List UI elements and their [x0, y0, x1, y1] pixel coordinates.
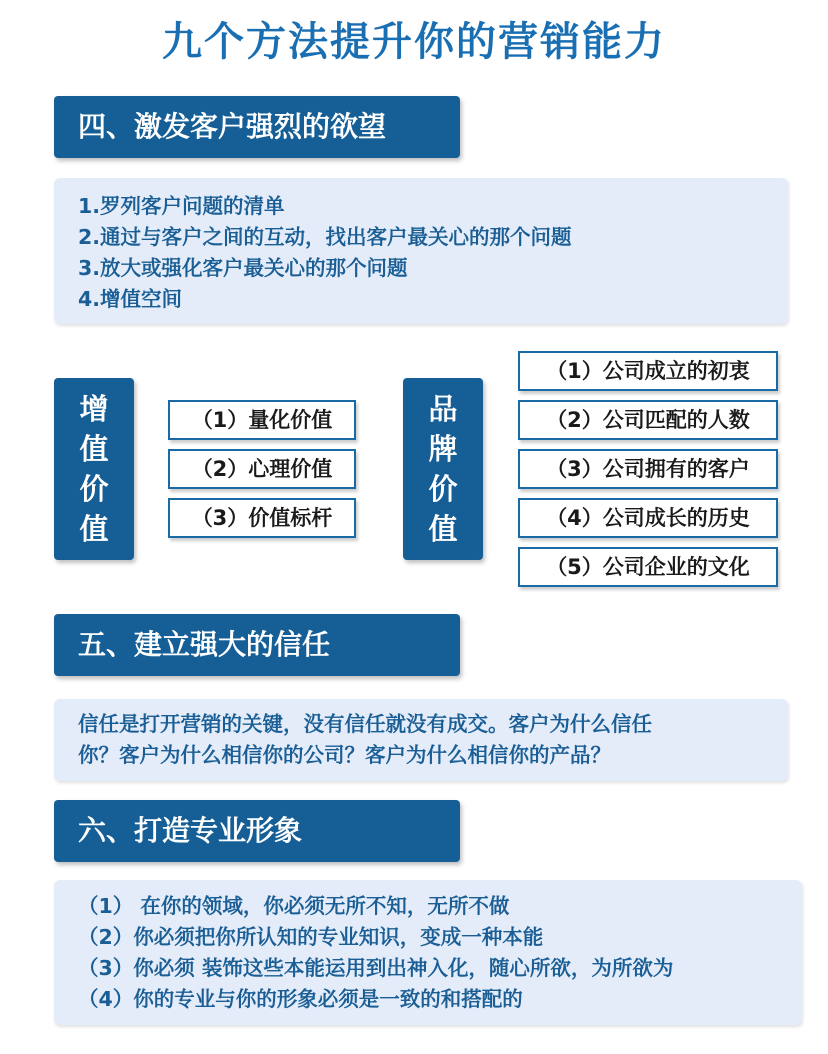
brand-value-char: 牌	[428, 432, 458, 466]
value-added-char: 值	[79, 512, 109, 546]
brand-value-char: 值	[428, 512, 458, 546]
value-added-item: （2）心理价值	[168, 449, 356, 489]
section5-line-1: 信任是打开营销的关键，没有信任就没有成交。客户为什么信任	[78, 712, 652, 736]
brand-value-item: （5）公司企业的文化	[518, 547, 778, 587]
section5-content	[54, 699, 788, 781]
brand-value-item: （1）公司成立的初衷	[518, 351, 778, 391]
section6-header: 六、打造专业形象	[54, 800, 460, 862]
section4-line-2: 2.通过与客户之间的互动，找出客户最关心的那个问题	[78, 225, 572, 249]
section6-line-2: （2）你必须把你所认知的专业知识，变成一种本能	[78, 925, 544, 949]
section5-header: 五、建立强大的信任	[54, 614, 460, 676]
brand-value-label	[403, 378, 483, 560]
value-added-char: 值	[79, 432, 109, 466]
section5-line-2: 你？客户为什么相信你的公司？客户为什么相信你的产品？	[78, 743, 611, 767]
brand-value-char: 价	[428, 472, 458, 506]
page-title: 九个方法提升你的营销能力	[162, 19, 666, 65]
brand-value-item: （3）公司拥有的客户	[518, 449, 778, 489]
value-added-label	[54, 378, 134, 560]
brand-value-char: 品	[428, 392, 458, 426]
section6-line-3: （3）你必须 装饰这些本能运用到出神入化，随心所欲，为所欲为	[78, 956, 674, 980]
brand-value-item: （4）公司成长的历史	[518, 498, 778, 538]
value-added-item: （3）价值标杆	[168, 498, 356, 538]
section4-line-3: 3.放大或强化客户最关心的那个问题	[78, 256, 408, 280]
section6-content	[54, 880, 802, 1025]
value-added-item: （1）量化价值	[168, 400, 356, 440]
section4-content	[54, 178, 788, 324]
section6-line-1: （1） 在你的领域，你必须无所不知，无所不做	[78, 894, 510, 918]
value-added-char: 增	[79, 392, 109, 426]
value-added-char: 价	[79, 472, 109, 506]
section4-line-4: 4.增值空间	[78, 287, 183, 311]
section6-line-4: （4）你的专业与你的形象必须是一致的和搭配的	[78, 987, 523, 1011]
section4-header: 四、激发客户强烈的欲望	[54, 96, 460, 158]
section4-line-1: 1.罗列客户问题的清单	[78, 194, 285, 218]
brand-value-item: （2）公司匹配的人数	[518, 400, 778, 440]
